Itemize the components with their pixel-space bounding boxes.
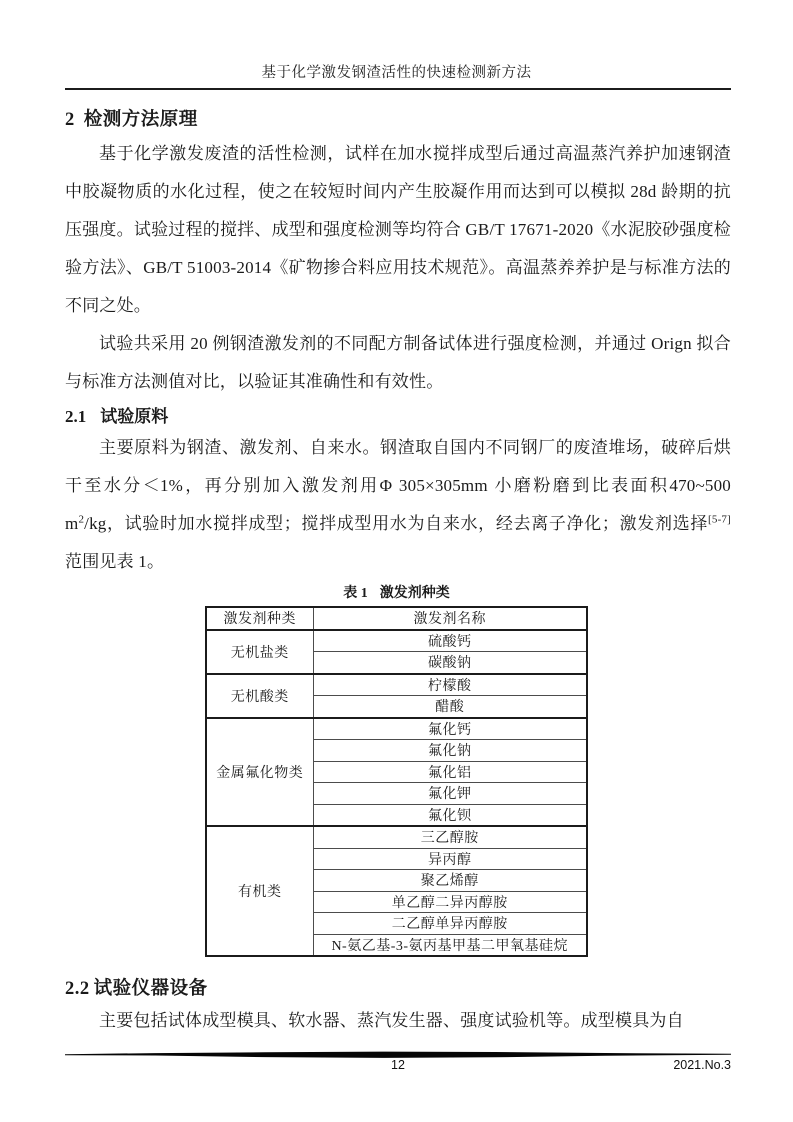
table-row <box>206 826 587 848</box>
text-segment: 主要原料为钢渣、激发剂、自来水。钢渣取自国内不同钢厂的废渣堆场，破碎后烘干至水分＜1%，再分别加入激发剂用Φ 305×305mm 小磨粉磨到比表面积470~500 m <box>65 438 731 533</box>
section-heading-2 <box>65 105 731 131</box>
page-footer <box>65 1058 731 1076</box>
table-row <box>206 674 587 696</box>
table-caption <box>0 585 793 603</box>
column-header-name: 激发剂名称 <box>313 607 587 630</box>
table-caption-number: 表 1 <box>343 586 368 601</box>
item-cell: 二乙醇单异丙醇胺 <box>313 913 587 935</box>
text-segment: 范围见表 1。 <box>65 552 165 571</box>
paragraph-principle-2: 试验共采用 20 例钢渣激发剂的不同配方制备试体进行强度检测，并通过 Orign 拟合与标准方法测值对比，以验证其准确性和有效性。 <box>65 334 731 391</box>
table-header-row <box>206 607 587 630</box>
section-heading-2-2 <box>65 974 731 1000</box>
item-cell: N-氨乙基-3-氨丙基甲基二甲氧基硅烷 <box>313 934 587 956</box>
table-row <box>206 630 587 652</box>
category-cell: 有机类 <box>206 826 313 956</box>
category-cell: 无机酸类 <box>206 674 313 718</box>
item-cell: 氟化钠 <box>313 740 587 762</box>
paragraph-materials <box>65 429 731 581</box>
table-caption-title: 激发剂种类 <box>379 586 450 601</box>
item-cell: 氟化钙 <box>313 718 587 740</box>
section-title: 检测方法原理 <box>83 110 198 130</box>
table-row <box>206 718 587 740</box>
item-cell: 硫酸钙 <box>313 630 587 652</box>
item-cell: 聚乙烯醇 <box>313 870 587 892</box>
item-cell: 异丙醇 <box>313 848 587 870</box>
item-cell: 醋酸 <box>313 696 587 718</box>
section-number: 2.2 <box>65 979 90 999</box>
journal-issue: 2021.No.3 <box>673 1058 731 1072</box>
text-segment: /kg，试验时加水搅拌成型；搅拌成型用水为自来水，经去离子净化；激发剂选择 <box>84 514 708 533</box>
section-title: 试验仪器设备 <box>93 979 208 999</box>
category-cell: 无机盐类 <box>206 630 313 674</box>
superscript-m2: 2 <box>78 513 85 526</box>
header-rule <box>65 88 731 90</box>
item-cell: 氟化钡 <box>313 804 587 826</box>
section-number: 2.1 <box>65 407 87 426</box>
page-number: 12 <box>391 1058 405 1072</box>
item-cell: 三乙醇胺 <box>313 826 587 848</box>
section-title: 试验原料 <box>100 407 169 426</box>
item-cell: 碳酸钠 <box>313 652 587 674</box>
section-number: 2 <box>65 110 75 130</box>
item-cell: 柠檬酸 <box>313 674 587 696</box>
column-header-type: 激发剂种类 <box>206 607 313 630</box>
citation-ref-5-7: [5-7] <box>708 513 731 526</box>
footer-thick-rule <box>65 1047 731 1057</box>
item-cell: 氟化钾 <box>313 783 587 805</box>
paragraph-equipment: 主要包括试体成型模具、软水器、蒸汽发生器、强度试验机等。成型模具为自 <box>99 1011 684 1030</box>
paragraph-principle-1: 基于化学激发废渣的活性检测，试样在加水搅拌成型后通过高温蒸汽养护加速钢渣中胶凝物质的水化过程，使之在较短时间内产生胶凝作用而达到可以模拟 28d 龄期的抗压强度。试验过程的搅拌、成型和强度检测等均符合 GB/T 17671-2020《水泥胶砂强度检验方法》、GB/T 51003-2014《矿物掺合料应用技术规范》。高温蒸养养护是与标准方法的不同之处。 <box>65 144 731 315</box>
running-header-title: 基于化学激发钢渣活性的快速检测新方法 <box>261 65 532 81</box>
item-cell: 氟化铝 <box>313 761 587 783</box>
item-cell: 单乙醇二异丙醇胺 <box>313 891 587 913</box>
category-cell: 金属氟化物类 <box>206 718 313 827</box>
section-heading-2-1 <box>65 405 731 429</box>
activator-types-table <box>205 606 588 957</box>
